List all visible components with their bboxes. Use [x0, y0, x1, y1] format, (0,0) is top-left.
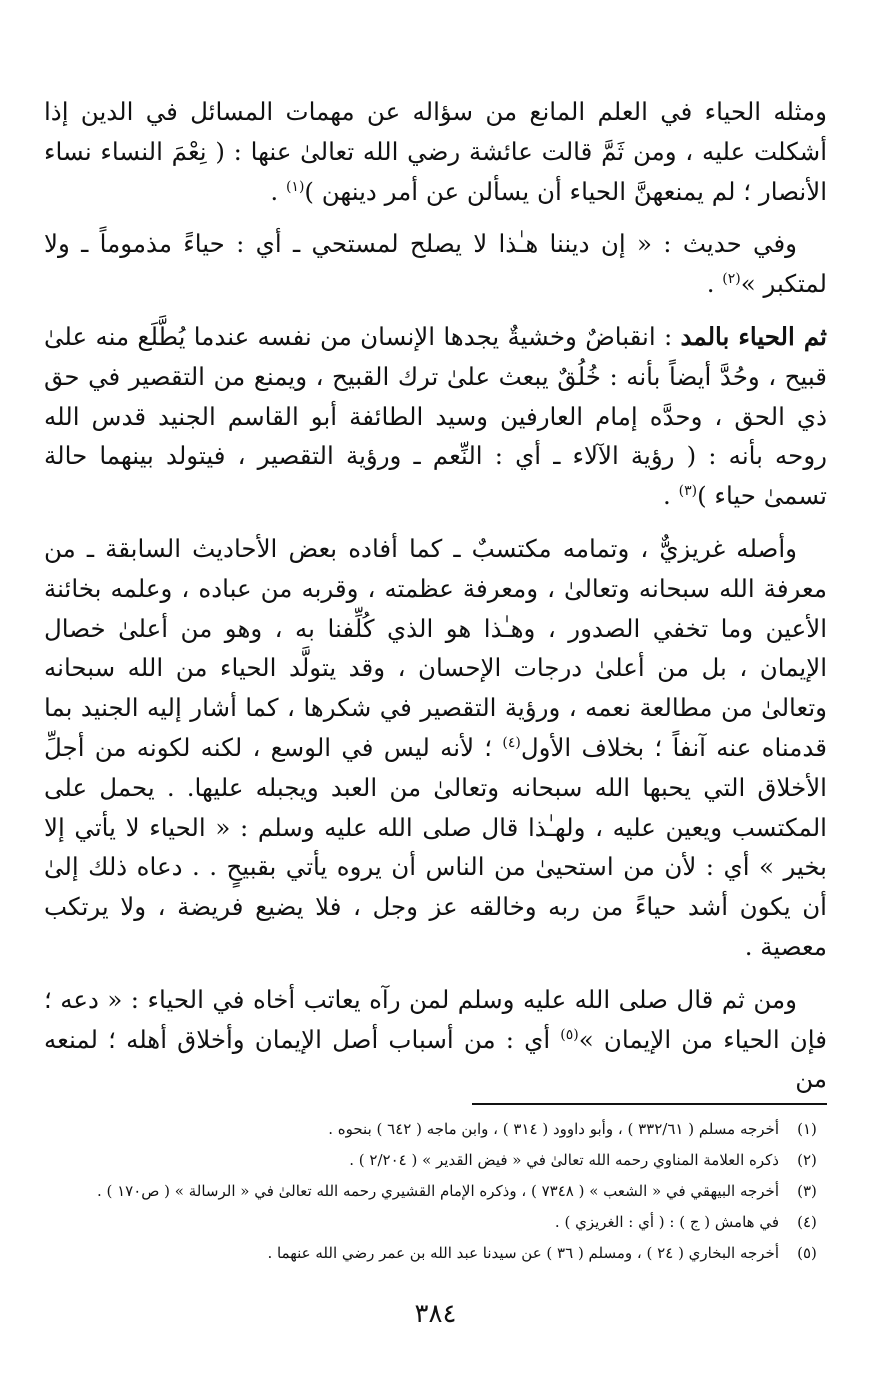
paragraph-text: ومن ثم قال صلى الله عليه وسلم لمن رآه يعاتب أخاه في الحياء : « دعه ؛ فإن الحياء من الإيمان »: [44, 984, 827, 1054]
paragraph-tail: ؛ لأنه ليس في الوسع ، لكنه لكونه من أجلِّ الأخلاق التي يحبها الله سبحانه وتعالىٰ من العبد ويجبله عليها. . يحمل على المكتسب ويعين عليه ، ولهـٰذا قال صلى الله عليه وسلم : « الحياء لا يأتي إلا بخير » أي : لأن من استحيىٰ من الناس أن يروه يأتي بقبيحٍ . . دعاه ذلك إلىٰ أن يكون أشد حياءً من ربه وخالقه عز وجل ، فلا يضيع فريضة ، ولا يرتكب معصية .: [44, 732, 827, 961]
page-number: ٣٨٤: [414, 1299, 457, 1329]
paragraph-1: [44, 92, 827, 211]
footnote-ref-4[interactable]: (٤): [502, 734, 521, 751]
footnote-number: (٢): [797, 1151, 817, 1169]
footnote-text: أخرجه مسلم ( ٣٣٢/٦١ ) ، وأبو داوود ( ٣١٤ ) ، وابن ماجه ( ٦٤٢ ) بنحوه .: [328, 1120, 779, 1138]
paragraph-text: ومثله الحياء في العلم المانع من سؤاله عن مهمات المسائل في الدين إذا أشكلت عليه ، ومن ثَمَّ قالت عائشة رضي الله تعالىٰ عنها : ( نِعْمَ النساء نساء الأنصار ؛ لم يمنعهنَّ الحياء أن يسألن عن أمر دينهن ): [44, 97, 827, 206]
paragraph-text: وأصله غريزيٌّ ، وتمامه مكتسبٌ ـ كما أفاده بعض الأحاديث السابقة ـ من معرفة الله سبحانه وتعالىٰ ، ومعرفة عظمته ، وقربه من عباده ، وعلمه بخائنة الأعين وما تخفي الصدور ، وهـٰذا هو الذي كُلِّفنا به ، وهو من أعلىٰ خصال الإيمان ، بل من أعلىٰ درجات الإحسان ، وقد يتولَّد الحياء من الله سبحانه وتعالىٰ من مطالعة نعمه ، ورؤية التقصير في شكرها ، كما أشار إليه الجنيد بما قدمناه عنه آنفاً ؛ بخلاف الأول: [44, 533, 827, 762]
paragraph-tail: أي : من أسباب أصل الإيمان وأخلاق أهله ؛ لمنعه من: [44, 1024, 827, 1094]
footnote-4: [44, 1207, 827, 1238]
paragraph-4: [44, 529, 827, 967]
footnote-text: في هامش ( ج ) : ( أي : الغريزي ) .: [554, 1213, 779, 1231]
footnote-ref-2[interactable]: (٢): [722, 271, 741, 288]
paragraph-5: [44, 980, 827, 1099]
footnote-ref-5[interactable]: (٥): [560, 1026, 579, 1043]
book-page: [44, 92, 827, 1383]
footnote-text: أخرجه البخاري ( ٢٤ ) ، ومسلم ( ٣٦ ) عن سيدنا عبد الله بن عمر رضي الله عنهما .: [267, 1244, 779, 1262]
footnote-number: (١): [797, 1120, 817, 1138]
paragraph-text: : انقباضٌ وخشيةٌ يجدها الإنسان من نفسه عندما يُطَّلَع منه علىٰ قبيح ، وحُدَّ أيضاً بأنه : خُلُقٌ يبعث علىٰ ترك القبيح ، ويمنع من التقصير في حق ذي الحق ، وحدَّه إمام العارفين وسيد الطائفة أبو القاسم الجنيد قدس الله روحه بأنه : ( رؤية الآلاء ـ أي : النِّعم ـ ورؤية التقصير ، فيتولد بينهما حالة تسمىٰ حياء ): [44, 321, 827, 511]
paragraph-3: [44, 317, 827, 516]
paragraph-tail: .: [270, 176, 286, 206]
footnote-5: [44, 1238, 827, 1269]
footnote-text: أخرجه البيهقي في « الشعب » ( ٧٣٤٨ ) ، وذكره الإمام القشيري رحمه الله تعالىٰ في « الرسالة » ( ص١٧٠ ) .: [96, 1182, 779, 1200]
footnote-ref-3[interactable]: (٣): [678, 483, 698, 500]
footnote-1: [44, 1114, 827, 1145]
footnote-3: [44, 1176, 827, 1207]
footnotes-list: [44, 1114, 827, 1269]
paragraph-tail: .: [663, 481, 679, 511]
footnote-number: (٥): [797, 1244, 817, 1262]
paragraph-tail: .: [706, 269, 723, 299]
footnote-divider: [472, 1103, 827, 1105]
bold-term: ثم الحياء بالمد: [680, 321, 827, 351]
footnote-number: (٤): [797, 1213, 817, 1231]
footnote-ref-1[interactable]: (١): [285, 178, 305, 195]
paragraph-text: وفي حديث : « إن ديننا هـٰذا لا يصلح لمستحي ـ أي : حياءً مذموماً ـ ولا لمتكبر »: [44, 229, 827, 299]
paragraph-2: [44, 224, 827, 304]
footnote-2: [44, 1145, 827, 1176]
footnote-number: (٣): [797, 1182, 817, 1200]
footnote-text: ذكره العلامة المناوي رحمه الله تعالىٰ في « فيض القدير » ( ٢/٢٠٤ ) .: [349, 1151, 779, 1169]
